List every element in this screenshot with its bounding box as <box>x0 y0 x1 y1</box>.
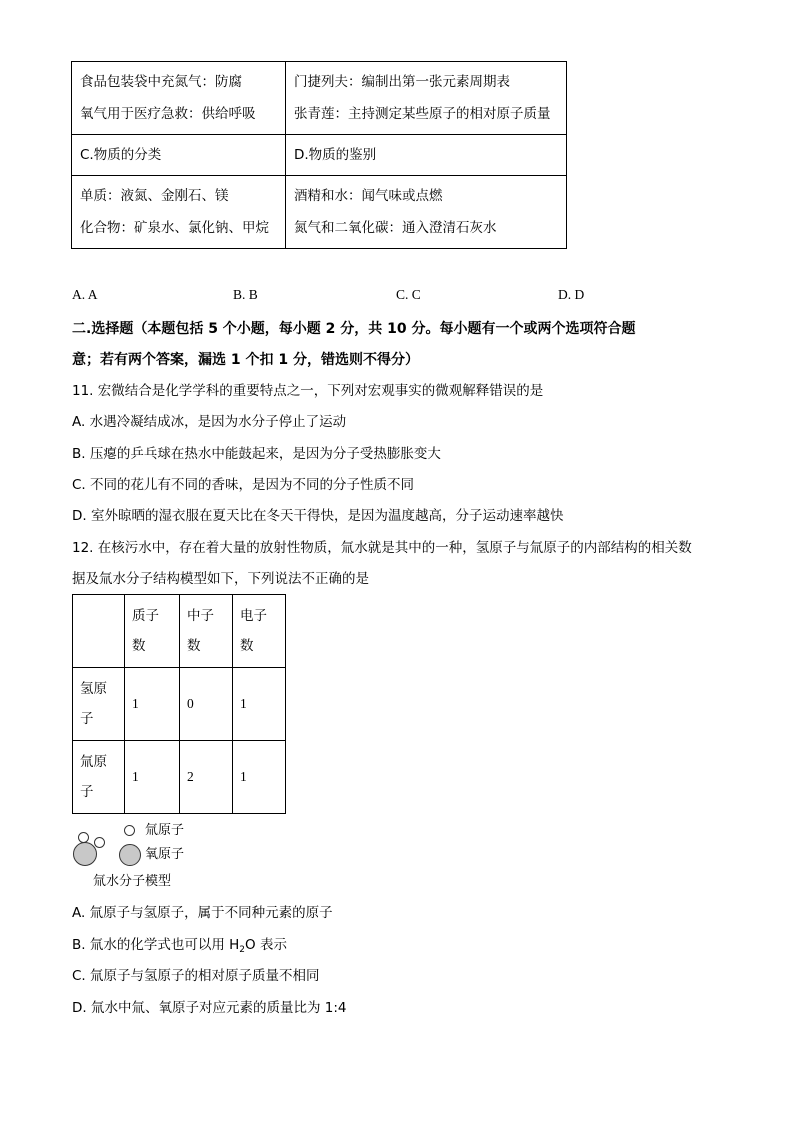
section-heading: 二.选择题（本题包括 5 个小题，每小题 2 分，共 10 分。每小题有一个或两个选项符合题 <box>72 321 636 337</box>
atom-data-table <box>72 594 286 814</box>
question-11-stem: 11. 宏微结合是化学学科的重要特点之一，下列对宏观事实的微观解释错误的是 <box>72 383 544 399</box>
q12-option-b[interactable] <box>72 935 287 960</box>
q11-option-d[interactable]: D. 室外晾晒的湿衣服在夏天比在冬天干得快，是因为温度越高，分子运动速率越快 <box>72 508 564 524</box>
option-text: B. 氚水的化学式也可以用 H <box>72 937 240 953</box>
cell-line: 食品包装袋中充氮气：防腐 <box>80 74 242 90</box>
cell-line: D.物质的鉴别 <box>294 147 377 163</box>
option-b[interactable]: B. B <box>233 287 258 302</box>
option-text: O 表示 <box>245 937 287 953</box>
option-a[interactable]: A. A <box>72 287 98 302</box>
q11-option-c[interactable]: C. 不同的花儿有不同的香味，是因为不同的分子性质不同 <box>72 477 415 493</box>
cell-line: 门捷列夫：编制出第一张元素周期表 <box>294 74 510 90</box>
label-text: 子 <box>80 711 94 727</box>
q12-option-a[interactable]: A. 氚原子与氢原子，属于不同种元素的原子 <box>72 905 333 921</box>
header-text: 数 <box>132 638 146 654</box>
table-cell <box>72 135 286 176</box>
label-text: 氚原 <box>80 754 107 770</box>
header-electrons <box>233 595 286 668</box>
q12-option-d[interactable]: D. 氚水中氚、氧原子对应元素的质量比为 1:4 <box>72 1000 347 1016</box>
header-text: 数 <box>187 638 201 654</box>
cell-line: 氧气用于医疗急救：供给呼吸 <box>80 106 256 122</box>
cell-line: 单质：液氮、金刚石、镁 <box>80 188 229 204</box>
header-protons <box>125 595 180 668</box>
table-cell <box>73 595 125 668</box>
cell-line: 氮气和二氧化碳：通入澄清石灰水 <box>294 220 497 236</box>
legend-tritium-label: 氚原子 <box>145 823 185 838</box>
q11-option-b[interactable]: B. 压瘪的乒乓球在热水中能鼓起来，是因为分子受热膨胀变大 <box>72 446 441 462</box>
table-cell: 1 <box>233 668 286 741</box>
model-caption: 氚水分子模型 <box>93 874 172 889</box>
table-cell: 1 <box>125 741 180 814</box>
header-text: 电子 <box>240 608 267 624</box>
cell-line: 酒精和水：闻气味或点燃 <box>294 188 443 204</box>
table-cell <box>72 62 286 135</box>
q12-option-c[interactable]: C. 氚原子与氢原子的相对原子质量不相同 <box>72 968 320 984</box>
legend-oxygen-label: 氧原子 <box>145 847 185 862</box>
label-text: 氢原 <box>80 681 107 697</box>
table-cell: 0 <box>180 668 233 741</box>
q11-option-a[interactable]: A. 水遇冷凝结成冰，是因为水分子停止了运动 <box>72 414 347 430</box>
header-text: 数 <box>240 638 254 654</box>
section-heading: 意；若有两个答案，漏选 1 个扣 1 分，错选则不得分） <box>72 352 419 368</box>
row-label-tritium <box>73 741 125 814</box>
table-cell: 1 <box>233 741 286 814</box>
option-d[interactable]: D. D <box>558 287 585 302</box>
question-12-stem: 12. 在核污水中，存在着大量的放射性物质，氚水就是其中的一种，氢原子与氚原子的内部结构的相关数 <box>72 540 692 556</box>
option-c[interactable]: C. C <box>396 287 421 302</box>
table-cell: 2 <box>180 741 233 814</box>
table-cell: 1 <box>125 668 180 741</box>
cell-line: C.物质的分类 <box>80 147 162 163</box>
header-text: 中子 <box>187 608 214 624</box>
table-cell <box>286 176 567 249</box>
label-text: 子 <box>80 784 94 800</box>
table-cell <box>286 135 567 176</box>
cell-line: 张青莲：主持测定某些原子的相对原子质量 <box>294 106 551 122</box>
legend-large-circle-icon <box>119 844 141 866</box>
table-cell <box>72 176 286 249</box>
tritium-atom-icon <box>94 837 105 848</box>
cell-line: 化合物：矿泉水、氯化钠、甲烷 <box>80 220 269 236</box>
table-cell <box>286 62 567 135</box>
header-text: 质子 <box>132 608 159 624</box>
comparison-table <box>71 61 567 249</box>
oxygen-atom-icon <box>73 842 97 866</box>
subscript: 2 <box>239 945 246 955</box>
row-label-hydrogen <box>73 668 125 741</box>
header-neutrons <box>180 595 233 668</box>
legend-small-circle-icon <box>124 825 135 836</box>
question-12-stem: 据及氚水分子结构模型如下，下列说法不正确的是 <box>72 571 369 587</box>
